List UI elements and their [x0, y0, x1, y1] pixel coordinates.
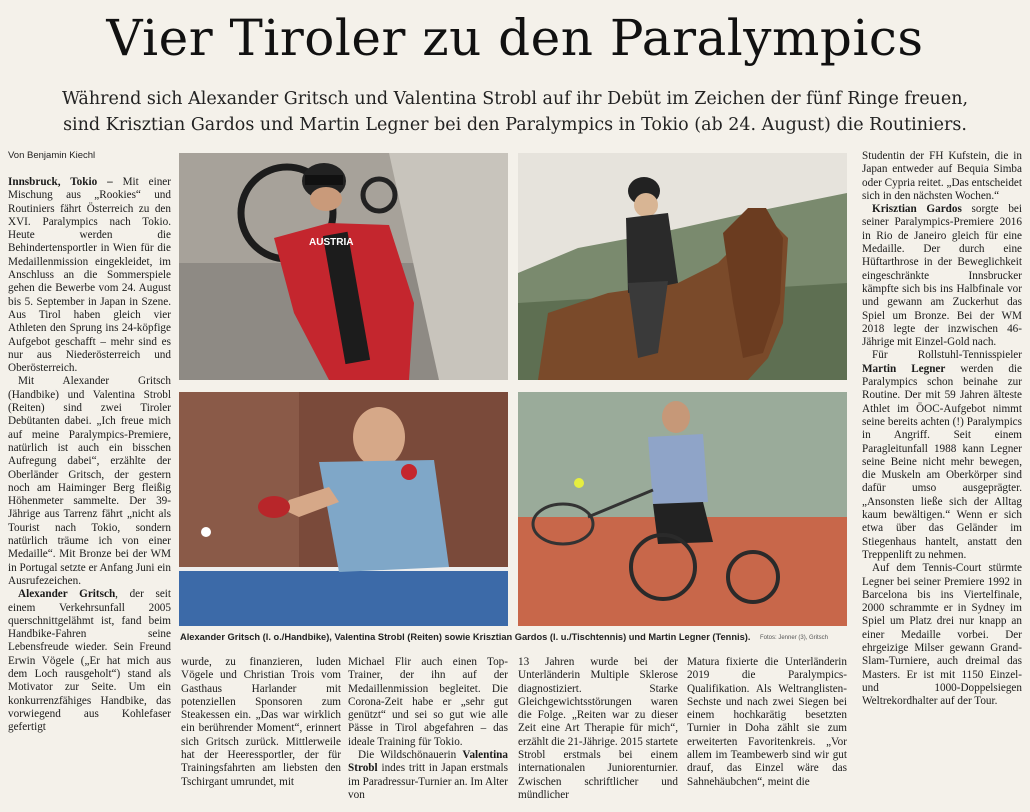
article-column-4 [518, 656, 678, 810]
dateline: Innsbruck, Tokio – [8, 176, 113, 188]
paragraph [348, 749, 508, 802]
athlete-name: Krisztian Gardos [872, 203, 962, 216]
article-column-1 [8, 176, 171, 810]
paragraph [862, 349, 1022, 562]
paragraph-text: indes tritt in Japan erstmals im Paradressur-Turnier an. Im Alter von [348, 762, 508, 801]
jersey-text: AUSTRIA [309, 237, 354, 248]
paragraph: Studentin der FH Kufstein, die in Japan entweder auf Bequia Simba oder Cypria reitet. „Das entscheidet sich in den nächsten Wochen.“ [862, 150, 1022, 202]
handbike-image [179, 153, 508, 380]
athlete-name: Valentina Strobl [348, 749, 508, 775]
photo-wheelchair-tennis [518, 392, 847, 626]
article-column-2 [181, 656, 341, 810]
paragraph-text: Für Rollstuhl-Tennisspieler [872, 349, 1022, 362]
paragraph: 13 Jahren wurde bei der Unterländerin Multiple Sklerose diagnostiziert. Starke Gleichgewichtsstörungen waren die Folge. „Reiten war zu dieser Zeit eine Art Therapie für mich“, erzählt die 21-Jährige. 2015 startete Strobl erstmals bei einem internationalen Juniorenturnier. Zwischen schriftlicher und mündlicher [518, 656, 678, 801]
subheadline-line-1: Während sich Alexander Gritsch und Valentina Strobl auf ihr Debüt im Zeichen der fünf Ringe freuen, [61, 89, 969, 109]
dressage-image [518, 153, 847, 380]
athlete-name: Martin Legner [862, 362, 946, 375]
paragraph-text: Mit einer Mischung aus „Rookies“ und Routiniers fährt Österreich zu den XVI. Paralympics nach Tokio. Heute werden die Behindertensportler in Wien für die Medaillenmission eingekleidet, im Anschluss an die Sommerspiele gehen die Bewerbe vom 24. August bis 5. September in Japan in Szene. Aus Tirol haben gleich vier Athleten den Sprung ins 24-köpfige Aufgebot geschafft – mehr sind es nur aus Niederösterreich und Oberösterreich. [8, 176, 171, 375]
paragraph: Auf dem Tennis-Court stürmte Legner bei seiner Premiere 1992 in Barcelona bis ins Viertelfinale, 2000 schrammte er in Sydney im Spiel um Platz drei nur knapp an einer Medaille vorbei. Der ehrgeizige Milser gewann Grand-Slam-Turniere, auch dreimal das Masters. Er ist mit 1150 Einzel- und 1000-Doppelsiegen Weltrekordhalter auf der Tour. [862, 562, 1022, 708]
subheadline [20, 86, 1010, 138]
photo-handbike [179, 153, 508, 380]
athlete-name: Alexander Gritsch [18, 588, 116, 601]
photo-dressage [518, 153, 847, 380]
paragraph: Matura fixierte die Unterländerin 2019 die Paralympics-Qualifikation. Als Weltranglisten-Sechste und nach zwei Siegen bei einem hochkarätig besetzten Turnier in Doha zählt sie zum erweiterten Favoritenkreis. „Vor allem im Teambewerb sind wir gut drauf, das Einzel wäre das Sahnehäubchen“, meint die [687, 656, 847, 788]
headline: Vier Tiroler zu den Paralympics [106, 9, 924, 67]
paragraph [8, 176, 171, 375]
byline: Von Benjamin Kiechl [8, 150, 96, 161]
paragraph: wurde, zu finanzieren, luden Vögele und Christian Trois vom Gasthaus Harlander mit potenziellen Sponsoren zum Steakessen ein. „Das war wirklich ein berührender Moment“, erinnert sich Gritsch zurück. Mittlerweile hat der Heeressportler, der für Trainingsfahrten am liebsten den Tschirgant umrundet, mit [181, 656, 341, 788]
photo-table-tennis [179, 392, 508, 626]
paragraph-text: sorgte bei seiner Paralympics-Premiere 2016 in Rio de Janeiro gleich für eine Medaille. Der durch eine Hüftarthrose in der Beweglichkeit eingeschränkte Innsbrucker kämpfte sich bis ins Halbfinale vor und gewann am Zuckerhut das Spiel um Bronze. Bei der WM 2018 legte der inzwischen 46-Jährige mit Einzel-Gold nach. [862, 203, 1022, 349]
paragraph-text: , der seit einem Verkehrsunfall 2005 querschnittgelähmt ist, fand beim Handbike-Fahren seine Lebensfreude wieder. Sein Freund Erwin Vögele („Er hat mich aus dem Loch rausgeholt“) stand als Motivator zur Seite. Um ein konkurrenzfähiges Handbike, das vorwiegend aus Kohlefaser gefertigt [8, 588, 171, 734]
photo-credit: Fotos: Jenner (3), Gritsch [760, 635, 829, 641]
article-column-3 [348, 656, 508, 810]
wheelchair-tennis-image [518, 392, 847, 626]
article-column-6 [862, 150, 1022, 810]
photo-caption: Alexander Gritsch (l. o./Handbike), Valentina Strobl (Reiten) sowie Krisztian Gardos (l. u./Tischtennis) und Martin Legner (Tennis). [180, 632, 751, 642]
paragraph-text: werden die Paralympics schon beinahe zur Routine. Der mit 59 Jahren älteste Athlet im ÖOC-Aufgebot nimmt seine bereits achten (!) Paralympics in Angriff. Seit einem Paragleitunfall 1988 kann Legner seine Beine nicht mehr bewegen, die Muskeln am Oberkörper sind dafür umso ausgeprägter. „Ansonsten ließe sich der Alltag kaum bewältigen.“ Wenn er sich etwa über das Geländer im Stiegenhaus hantelt, anstatt den Treppenlift zu nehmen. [862, 362, 1022, 561]
paragraph: Mit Alexander Gritsch (Handbike) und Valentina Strobl (Reiten) sind zwei Tiroler Debütanten dabei. „Ich freue mich auf meine Paralympics-Premiere, natürlich ist auch ein bisschen Aufregung dabei“, erzählte der Oberländer Gritsch, der gestern noch am Haiminger Berg fleißig Höhenmeter sammelte. Der 39-Jährige aus Tarrenz fährt „nicht als Tourist nach Tokio, sondern natürlich träume ich von einer Medaille“. Mit Bronze bei der WM in Portugal setzte er Anfang Juni ein Ausrufezeichen. [8, 375, 171, 587]
paragraph [862, 203, 1022, 349]
table-tennis-image [179, 392, 508, 626]
paragraph: Michael Flir auch einen Top-Trainer, der ihn auf der Medaillenmission begleitet. Die Corona-Zeit habe er „sehr gut genützt“ und sei so gut wie alle Pässe in Tirol abgefahren – das ideale Training für Tokio. [348, 656, 508, 748]
subheadline-line-2: sind Krisztian Gardos und Martin Legner bei den Paralympics in Tokio (ab 24. August) die Routiniers. [63, 115, 967, 135]
paragraph [8, 588, 171, 734]
paragraph-text: Die Wildschönauerin [358, 749, 463, 762]
article-column-5 [687, 656, 847, 810]
